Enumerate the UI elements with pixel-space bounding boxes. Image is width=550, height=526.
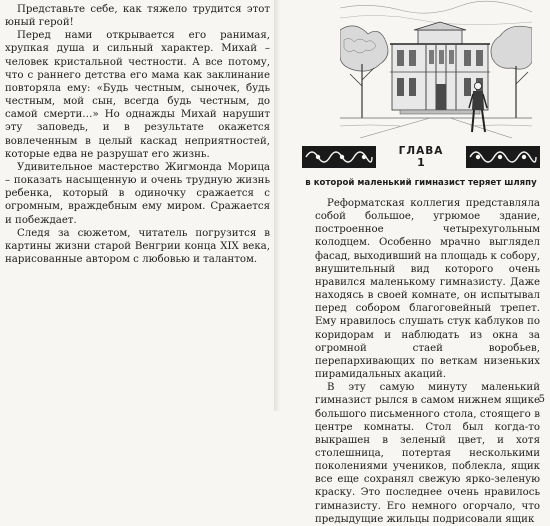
chapter-number: 1 (417, 156, 425, 169)
ornament-right-icon (466, 146, 540, 168)
page-number: 5 (538, 394, 545, 405)
paragraph: Реформатская коллегия представляла собой большое, угрюмое здание, построенное четырехугольным колодцем. Особенно мрачно выглядел фасад, выходивший на площадь к собору, внушительный вид которого очень нравился маленькому гимназисту. Даже находясь в своей комнате, он испытывал перед собором благоговейный трепет. Ему нравилось слушать стук каблуков по коридорам и наблюдать из окна за огромной стаей воробьев, перепархивающих по веткам низеньких пирамидальных акаций. (315, 198, 540, 381)
chapter-title: в которой маленький гимназист теряет шляпу (305, 178, 537, 188)
paragraph: Перед нами открывается его ранимая, хрупкая душа и сильный характер. Михай – человек кристальной честности. А все потому, что с раннего детства его мама как заклинание повторяла ему: «Будь честным, сыночек, будь честным, мой сын, всегда будь честным, до самой смерти…» Но однажды Михай нарушит эту заповедь, и в результате окажется вовлеченным в целый каскад неприятностей, которые едва не разрушат его жизнь. (5, 30, 270, 160)
chapter-illustration (340, 0, 532, 138)
chapter-label: ГЛАВА (398, 145, 444, 157)
left-page-text (5, 3, 270, 266)
paragraph: Представьте себе, как тяжело трудится этот юный герой! (5, 4, 270, 29)
chapter-heading (302, 144, 540, 170)
right-page-text (315, 197, 540, 526)
paragraph: Следя за сюжетом, читатель погрузится в картины жизни старой Венгрии конца XIX века, нарисованные автором с любовью и талантом. (5, 227, 270, 265)
left-page (0, 0, 275, 411)
paragraph: В эту самую минуту маленький гимназист рылся в самом нижнем ящике большого письменного стола, стоящего в центре комнаты. Стол был когда-то выкрашен в зеленый цвет, и хотя столешница, потертая несколькими поколениями учеников, поблекла, ящик все еще сохранял свежую ярко-зеленую краску. Это последнее очень нравилось гимназисту. Его немного огорчало, что предыдущие жильцы подрисовали ящик (315, 382, 540, 525)
paragraph: Удивительное мастерство Жигмонда Морица – показать насыщенную и очень трудную жизнь ребенка, который в одиночку сражается с огромным, враждебным ему миром. Сражается и побеждает. (5, 161, 270, 226)
right-page (280, 0, 550, 525)
